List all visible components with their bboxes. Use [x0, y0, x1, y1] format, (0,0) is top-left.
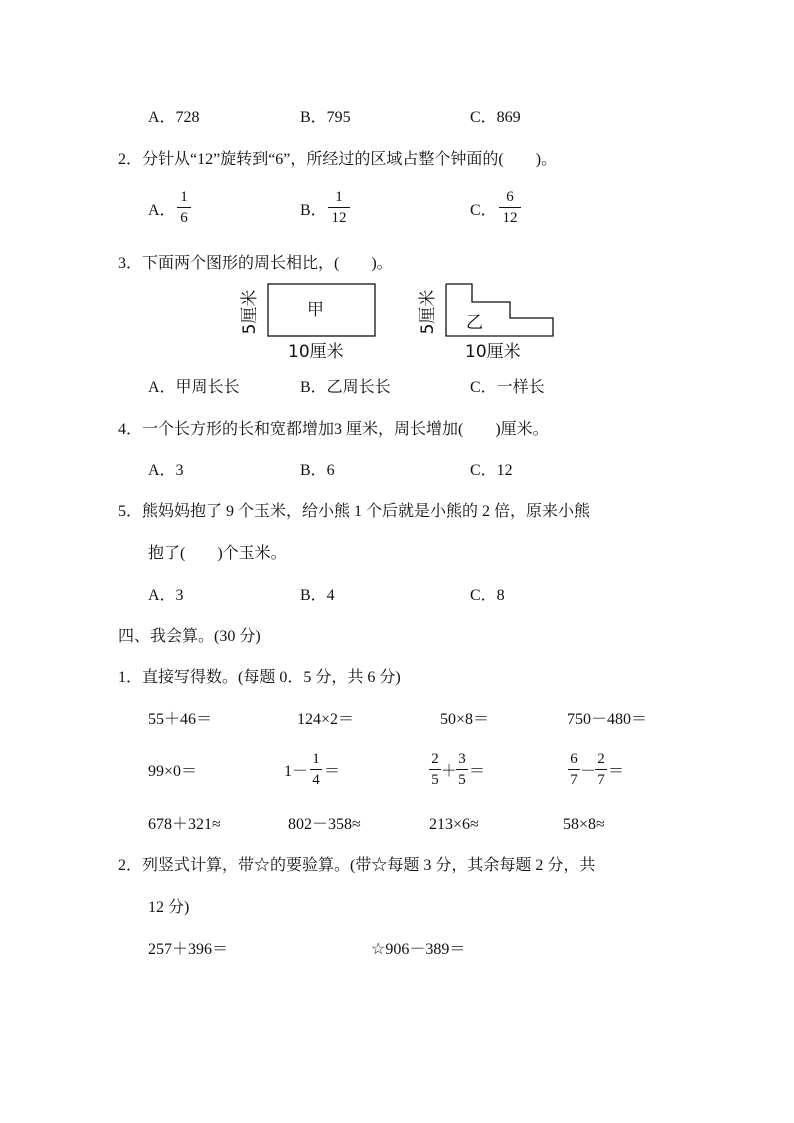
- q1-option-b: B．795: [300, 109, 351, 126]
- q5-option-c: C．8: [470, 587, 505, 604]
- q3-option-a: A．甲周长长: [148, 379, 240, 396]
- q5-text-line2: 抱了( )个玉米。: [148, 545, 287, 562]
- q2-option-a-fraction: 1 6: [177, 188, 191, 227]
- calc1-title: 1．直接写得数。(每题 0．5 分，共 6 分): [118, 669, 401, 686]
- stepped-figure-yi: [440, 282, 558, 340]
- q5-option-b: B．4: [300, 587, 335, 604]
- calc1-fraction: 3 5: [456, 750, 468, 789]
- calc1-item: 802－358≈: [288, 816, 361, 833]
- q3-option-c: C．一样长: [470, 379, 545, 396]
- calc2-item: ☆906－389＝: [371, 941, 466, 958]
- calc1-item-prefix: 1－: [284, 763, 309, 780]
- calc1-item: 213×6≈: [429, 816, 479, 833]
- calc1-item: 678＋321≈: [148, 816, 221, 833]
- calc1-fraction: 1 4: [310, 750, 322, 789]
- q3-text: 3．下面两个图形的周长相比，( )。: [118, 255, 393, 272]
- figure-jia-width-label: 10厘米: [288, 342, 344, 362]
- calc1-operator: －: [580, 763, 597, 780]
- calc1-operator: ＋: [441, 763, 458, 780]
- calc1-item: 50×8＝: [440, 711, 490, 728]
- calc2-title-line2: 12 分): [148, 899, 190, 916]
- figure-yi-label: 乙: [466, 313, 483, 333]
- q1-option-c: C．869: [470, 109, 521, 126]
- calc2-title-line1: 2．列竖式计算，带☆的要验算。(带☆每题 3 分，其余每题 2 分，共: [118, 857, 596, 874]
- q2-text: 2．分针从“12”旋转到“6”，所经过的区域占整个钟面的( )。: [118, 151, 558, 168]
- q2-option-c-fraction: 6 12: [499, 188, 521, 227]
- calc1-item: 124×2＝: [297, 711, 355, 728]
- q2-option-b-fraction: 1 12: [328, 188, 350, 227]
- figure-yi-width-label: 10厘米: [465, 342, 521, 362]
- calc1-item-suffix: ＝: [469, 763, 486, 780]
- q4-option-b: B．6: [300, 462, 335, 479]
- calc1-fraction: 6 7: [568, 750, 580, 789]
- q5-option-a: A．3: [148, 587, 184, 604]
- q4-option-c: C．12: [470, 462, 513, 479]
- calc1-item: 750－480＝: [567, 711, 648, 728]
- calc1-fraction: 2 7: [595, 750, 607, 789]
- q2-option-a-label: A．: [148, 202, 176, 219]
- calc1-item-suffix: ＝: [608, 763, 625, 780]
- q2-option-c-label: C．: [470, 202, 497, 219]
- q1-option-a: A．728: [148, 109, 200, 126]
- q5-text-line1: 5．熊妈妈抱了 9 个玉米，给小熊 1 个后就是小熊的 2 倍，原来小熊: [118, 503, 591, 520]
- calc1-item: 55＋46＝: [148, 711, 213, 728]
- q4-text: 4．一个长方形的长和宽都增加3 厘米，周长增加( )厘米。: [118, 421, 549, 438]
- figure-jia-height-label: 5厘米: [240, 289, 260, 335]
- calc1-item-suffix: ＝: [324, 763, 341, 780]
- q3-option-b: B．乙周长长: [300, 379, 391, 396]
- q2-option-b-label: B．: [300, 202, 327, 219]
- calc1-item: 58×8≈: [563, 816, 605, 833]
- figure-jia-label: 甲: [307, 300, 324, 320]
- q4-option-a: A．3: [148, 462, 184, 479]
- figure-yi-height-label: 5厘米: [418, 289, 438, 335]
- calc1-fraction: 2 5: [429, 750, 441, 789]
- calc2-item: 257＋396＝: [148, 941, 229, 958]
- section-4-title: 四、我会算。(30 分): [118, 628, 261, 645]
- calc1-item: 99×0＝: [148, 763, 198, 780]
